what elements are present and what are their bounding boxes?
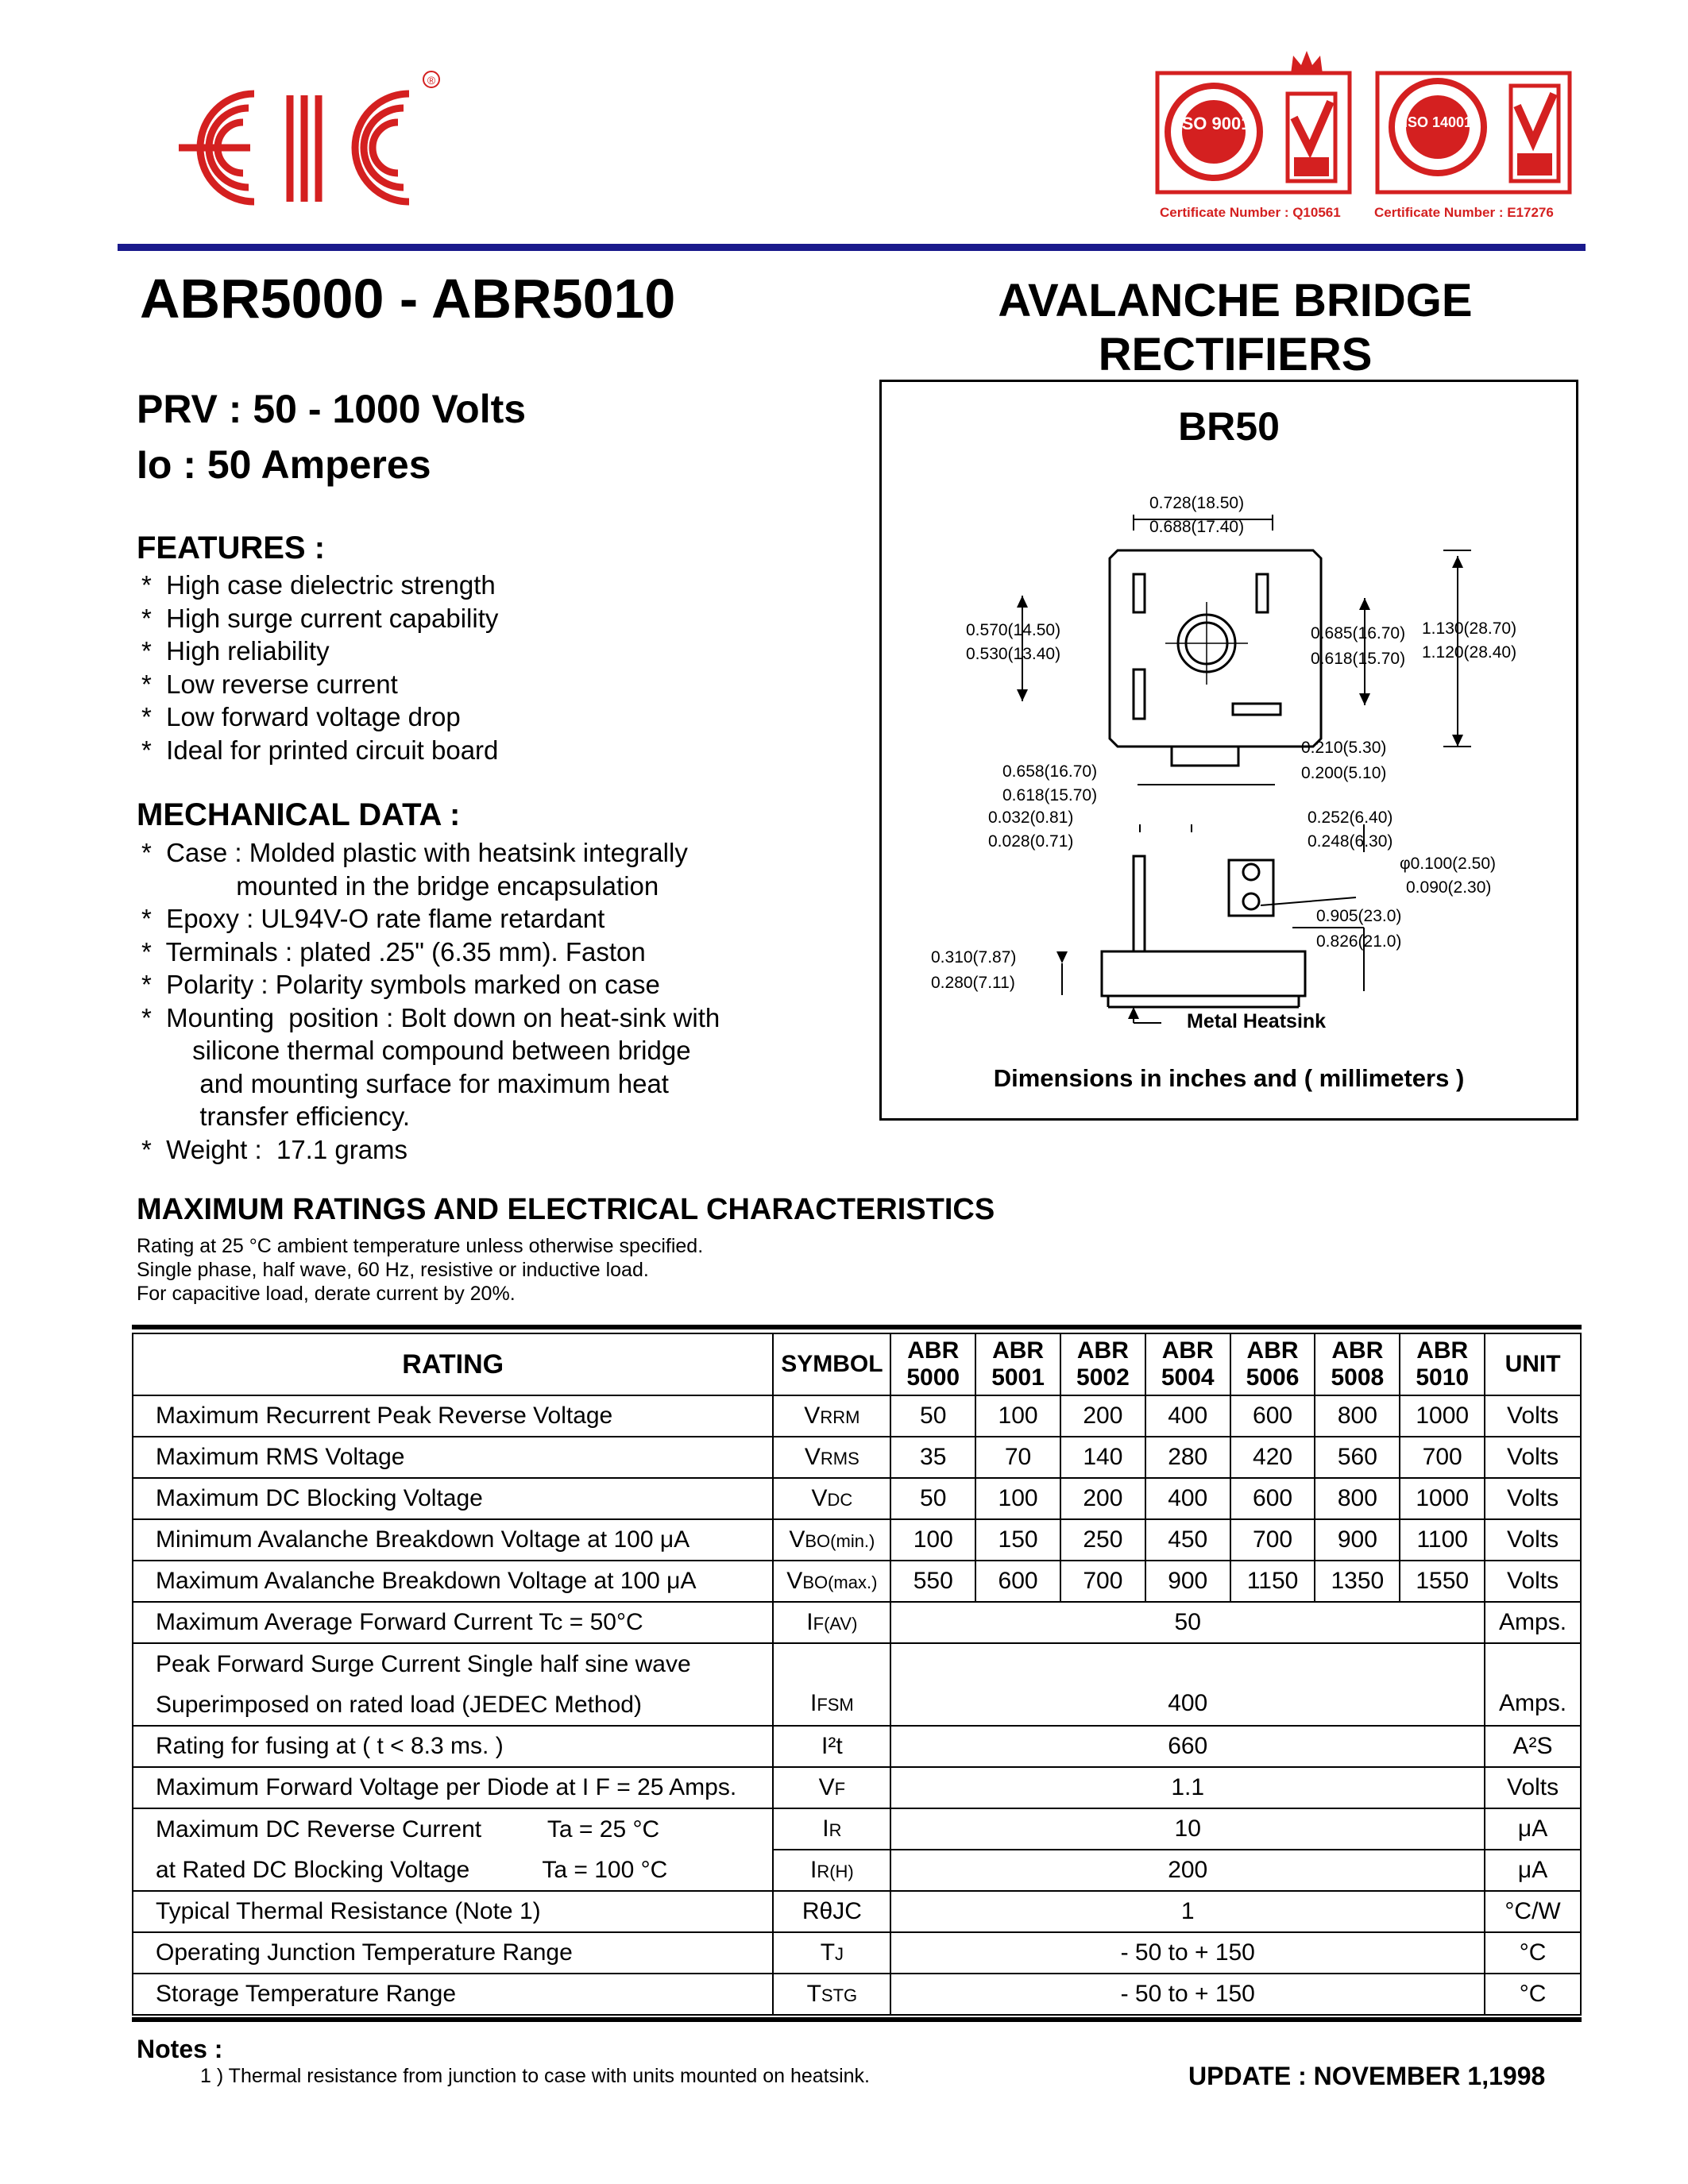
- mechanical-item: and mounting surface for maximum heat: [141, 1068, 669, 1098]
- dim-label: 0.658(16.70): [1002, 762, 1098, 781]
- rating-label: Minimum Avalanche Breakdown Voltage at 100 μA: [133, 1519, 773, 1561]
- ratings-heading: MAXIMUM RATINGS AND ELECTRICAL CHARACTERISTICS: [137, 1193, 995, 1226]
- symbol-cell: RθJC: [773, 1891, 890, 1932]
- dim-label: 0.905(23.0): [1316, 907, 1402, 925]
- value-cell: 200: [1060, 1395, 1145, 1437]
- table-header-row: [133, 1333, 1581, 1395]
- dim-label: 1.120(28.40): [1422, 643, 1517, 662]
- rating-label: Rating for fusing at ( t < 8.3 ms. ): [133, 1726, 773, 1767]
- symbol-cell: TJ: [773, 1932, 890, 1974]
- rating-label: Maximum DC Blocking Voltage: [133, 1478, 773, 1519]
- notes-heading: Notes :: [137, 2035, 223, 2063]
- value-cell: 550: [890, 1561, 975, 1602]
- symbol-cell: IFSM: [773, 1643, 890, 1726]
- iso14001-label: ISO 14001: [1403, 114, 1473, 130]
- dim-label: 0.688(17.40): [1149, 518, 1245, 536]
- value-cell: 600: [975, 1561, 1060, 1602]
- iso9001-label: ISO 9001: [1176, 114, 1251, 133]
- dim-label: 0.210(5.30): [1301, 739, 1387, 757]
- value-cell: 900: [1315, 1519, 1400, 1561]
- header-part: ABR 5008: [1315, 1333, 1400, 1395]
- table-row: [133, 1850, 1581, 1891]
- note-item: 1 ) Thermal resistance from junction to case with units mounted on heatsink.: [200, 2065, 871, 2087]
- unit-cell: Amps.: [1485, 1602, 1581, 1643]
- header-rating: RATING: [133, 1333, 773, 1395]
- rating-label: Operating Junction Temperature Range: [133, 1932, 773, 1974]
- table-row: [133, 1561, 1581, 1602]
- eic-logo: [147, 62, 449, 213]
- table-row: [133, 1891, 1581, 1932]
- feature-item: * Low forward voltage drop: [141, 702, 461, 731]
- unit-cell: μA: [1485, 1850, 1581, 1891]
- value-cell: 100: [890, 1519, 975, 1561]
- symbol-cell: VBO(min.): [773, 1519, 890, 1561]
- feature-item: * High reliability: [141, 636, 330, 666]
- header-rule: [118, 244, 1586, 251]
- feature-item: * Ideal for printed circuit board: [141, 735, 499, 765]
- mechanical-item: mounted in the bridge encapsulation: [141, 870, 659, 901]
- value-cell: 700: [1400, 1437, 1485, 1478]
- value-cell: 1100: [1400, 1519, 1485, 1561]
- rating-label: Peak Forward Surge Current Single half sine wave Superimposed on rated load (JEDEC Method): [133, 1643, 773, 1726]
- unit-cell: μA: [1485, 1808, 1581, 1850]
- unit-cell: Volts: [1485, 1767, 1581, 1808]
- feature-item: * High surge current capability: [141, 603, 499, 633]
- unit-cell: °C/W: [1485, 1891, 1581, 1932]
- io-spec: Io : 50 Amperes: [137, 442, 431, 487]
- table-row: [133, 1808, 1581, 1850]
- mechanical-item: * Epoxy : UL94V-O rate flame retardant: [141, 904, 605, 933]
- rating-label: Maximum RMS Voltage: [133, 1437, 773, 1478]
- value-cell: 50: [890, 1395, 975, 1437]
- rating-label: Maximum Average Forward Current Tc = 50°C: [133, 1602, 773, 1643]
- value-cell: 600: [1230, 1478, 1315, 1519]
- dimensions-caption: Dimensions in inches and ( millimeters ): [993, 1064, 1465, 1092]
- header-part: ABR 5006: [1230, 1333, 1315, 1395]
- value-cell: 900: [1145, 1561, 1230, 1602]
- value-cell: 1350: [1315, 1561, 1400, 1602]
- value-cell: 560: [1315, 1437, 1400, 1478]
- value-cell: 1000: [1400, 1395, 1485, 1437]
- product-type-line1: AVALANCHE BRIDGE: [998, 275, 1473, 326]
- value-cell: - 50 to + 150: [890, 1932, 1485, 1974]
- crown-icon: [1287, 46, 1327, 78]
- unit-cell: Volts: [1485, 1478, 1581, 1519]
- table-bottom-rule: [132, 2017, 1582, 2022]
- dim-label: 0.248(6.30): [1308, 832, 1393, 851]
- value-cell: 700: [1060, 1561, 1145, 1602]
- iso14001-badge: [1374, 70, 1573, 195]
- part-number-title: ABR5000 - ABR5010: [140, 268, 676, 330]
- unit-cell: A²S: [1485, 1726, 1581, 1767]
- symbol-cell: VRRM: [773, 1395, 890, 1437]
- value-cell: 200: [890, 1850, 1485, 1891]
- header-symbol: SYMBOL: [773, 1333, 890, 1395]
- value-cell: 400: [1145, 1478, 1230, 1519]
- table-top-rule: [132, 1325, 1582, 1329]
- symbol-cell: IR: [773, 1808, 890, 1850]
- mechanical-item: * Weight : 17.1 grams: [141, 1134, 408, 1164]
- feature-item: * Low reverse current: [141, 669, 398, 699]
- table-row: [133, 1519, 1581, 1561]
- table-row: [133, 1395, 1581, 1437]
- rating-label: Maximum DC Reverse Current Ta = 25 °C: [133, 1808, 773, 1850]
- symbol-cell: VBO(max.): [773, 1561, 890, 1602]
- unit-cell: Amps.: [1485, 1643, 1581, 1726]
- header-unit: UNIT: [1485, 1333, 1581, 1395]
- dim-label: 0.685(16.70): [1311, 624, 1406, 642]
- dim-label: 0.028(0.71): [988, 832, 1074, 851]
- value-cell: 420: [1230, 1437, 1315, 1478]
- dim-label: 1.130(28.70): [1422, 619, 1517, 638]
- value-cell: 250: [1060, 1519, 1145, 1561]
- table-row: [133, 1726, 1581, 1767]
- features-list: [141, 569, 498, 766]
- table-row: [133, 1478, 1581, 1519]
- table-row: [133, 1437, 1581, 1478]
- value-cell: 800: [1315, 1478, 1400, 1519]
- dim-label: 0.280(7.11): [931, 974, 1015, 992]
- dim-label: 0.200(5.10): [1301, 764, 1387, 782]
- value-cell: 50: [890, 1478, 975, 1519]
- dim-label: 0.252(6.40): [1308, 808, 1393, 827]
- unit-cell: °C: [1485, 1974, 1581, 2015]
- table-row: [133, 1932, 1581, 1974]
- value-cell: 280: [1145, 1437, 1230, 1478]
- dim-label: 0.032(0.81): [988, 808, 1074, 827]
- mechanical-item: silicone thermal compound between bridge: [141, 1036, 691, 1065]
- rating-label: Maximum Avalanche Breakdown Voltage at 100 μA: [133, 1561, 773, 1602]
- value-cell: 600: [1230, 1395, 1315, 1437]
- symbol-cell: IF(AV): [773, 1602, 890, 1643]
- value-cell: 660: [890, 1726, 1485, 1767]
- certificate-number-2: Certificate Number : E17276: [1374, 205, 1554, 220]
- rating-note: Rating at 25 °C ambient temperature unless otherwise specified.: [137, 1235, 704, 1257]
- value-cell: 400: [890, 1643, 1485, 1726]
- dim-label: 0.570(14.50): [966, 621, 1061, 639]
- dim-label: 0.826(21.0): [1316, 932, 1402, 951]
- value-cell: 700: [1230, 1519, 1315, 1561]
- symbol-cell: TSTG: [773, 1974, 890, 2015]
- table-row: [133, 1974, 1581, 2015]
- symbol-cell: VDC: [773, 1478, 890, 1519]
- value-cell: 10: [890, 1808, 1485, 1850]
- dim-label: 0.090(2.30): [1406, 878, 1492, 897]
- dim-label: 0.728(18.50): [1149, 494, 1245, 512]
- features-heading: FEATURES :: [137, 531, 326, 565]
- symbol-cell: VRMS: [773, 1437, 890, 1478]
- iso9001-badge: [1154, 70, 1353, 195]
- mechanical-item: * Case : Molded plastic with heatsink integrally: [141, 838, 688, 867]
- unit-cell: Volts: [1485, 1437, 1581, 1478]
- prv-spec: PRV : 50 - 1000 Volts: [137, 387, 527, 431]
- value-cell: 1550: [1400, 1561, 1485, 1602]
- package-name: BR50: [1178, 404, 1280, 449]
- header-part: ABR 5010: [1400, 1333, 1485, 1395]
- dim-label: 0.310(7.87): [931, 948, 1017, 967]
- rating-label: Storage Temperature Range: [133, 1974, 773, 2015]
- feature-item: * High case dielectric strength: [141, 570, 496, 600]
- unit-cell: °C: [1485, 1932, 1581, 1974]
- mechanical-item: * Terminals : plated .25" (6.35 mm). Faston: [141, 936, 646, 967]
- mechanical-heading: MECHANICAL DATA :: [137, 797, 461, 832]
- value-cell: 1: [890, 1891, 1485, 1932]
- rating-note: Single phase, half wave, 60 Hz, resistive or inductive load.: [137, 1259, 649, 1281]
- rating-label: Typical Thermal Resistance (Note 1): [133, 1891, 773, 1932]
- value-cell: 100: [975, 1478, 1060, 1519]
- unit-cell: Volts: [1485, 1519, 1581, 1561]
- update-date: UPDATE : NOVEMBER 1,1998: [1188, 2062, 1546, 2090]
- table-row: [133, 1602, 1581, 1643]
- rating-label: Maximum Forward Voltage per Diode at I F = 25 Amps.: [133, 1767, 773, 1808]
- rating-label: Maximum Recurrent Peak Reverse Voltage: [133, 1395, 773, 1437]
- product-type-line2: RECTIFIERS: [1098, 329, 1373, 380]
- unit-cell: Volts: [1485, 1395, 1581, 1437]
- heatsink-label: Metal Heatsink: [1187, 1010, 1327, 1032]
- value-cell: 35: [890, 1437, 975, 1478]
- mechanical-item: * Polarity : Polarity symbols marked on case: [141, 970, 660, 999]
- symbol-cell: I²t: [773, 1726, 890, 1767]
- header-part: ABR 5000: [890, 1333, 975, 1395]
- value-cell: 150: [975, 1519, 1060, 1561]
- value-cell: 100: [975, 1395, 1060, 1437]
- value-cell: 70: [975, 1437, 1060, 1478]
- header-part: ABR 5002: [1060, 1333, 1145, 1395]
- mechanical-item: transfer efficiency.: [141, 1102, 411, 1131]
- dim-label: φ0.100(2.50): [1400, 855, 1497, 873]
- header-part: ABR 5001: [975, 1333, 1060, 1395]
- value-cell: 1000: [1400, 1478, 1485, 1519]
- value-cell: - 50 to + 150: [890, 1974, 1485, 2015]
- rating-note: For capacitive load, derate current by 20%.: [137, 1283, 516, 1305]
- symbol-cell: VF: [773, 1767, 890, 1808]
- certificate-number-1: Certificate Number : Q10561: [1160, 205, 1341, 220]
- value-cell: 1.1: [890, 1767, 1485, 1808]
- mechanical-list: [141, 836, 720, 1166]
- ratings-table: [132, 1333, 1582, 2016]
- value-cell: 200: [1060, 1478, 1145, 1519]
- dim-label: 0.618(15.70): [1311, 650, 1406, 668]
- value-cell: 800: [1315, 1395, 1400, 1437]
- value-cell: 400: [1145, 1395, 1230, 1437]
- dim-label: 0.618(15.70): [1002, 786, 1098, 805]
- unit-cell: Volts: [1485, 1561, 1581, 1602]
- header-part: ABR 5004: [1145, 1333, 1230, 1395]
- dim-label: 0.530(13.40): [966, 645, 1061, 663]
- mechanical-item: * Mounting position : Bolt down on heat-sink with: [141, 1002, 720, 1032]
- value-cell: 1150: [1230, 1561, 1315, 1602]
- symbol-cell: IR(H): [773, 1850, 890, 1891]
- value-cell: 450: [1145, 1519, 1230, 1561]
- registered-mark: ®: [427, 74, 436, 87]
- table-row: [133, 1767, 1581, 1808]
- rating-label: at Rated DC Blocking Voltage Ta = 100 °C: [133, 1850, 773, 1891]
- value-cell: 50: [890, 1602, 1485, 1643]
- value-cell: 140: [1060, 1437, 1145, 1478]
